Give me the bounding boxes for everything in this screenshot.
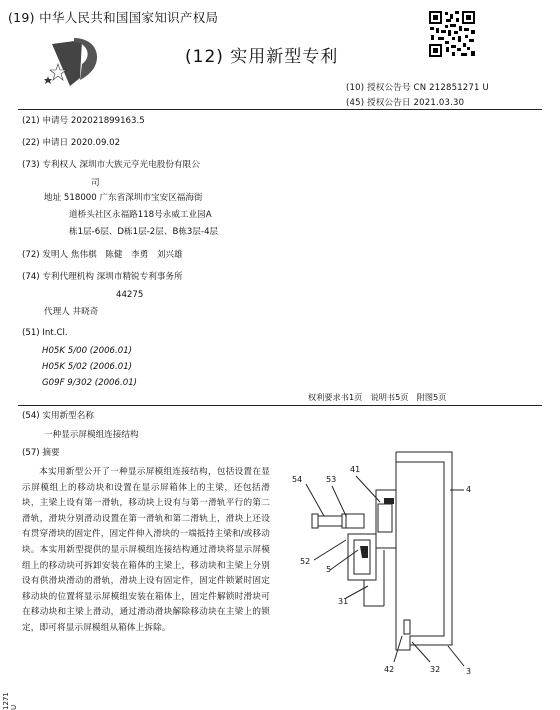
inventors: (72) 发明人 焦伟棋 陈健 李勇 刘兴雄 [22, 250, 183, 260]
label-42: 42 [384, 665, 395, 674]
page-counts: 权利要求书1页 说明书5页 附图5页 [308, 392, 447, 402]
label-53: 53 [326, 475, 337, 484]
address-line-2: 道桥头社区永福路118号永威工业园A [69, 210, 212, 220]
patentee-line-1: (73) 专利权人 深圳市大族元亨光电股份有限公 [22, 160, 200, 170]
publication-date: (45) 授权公告日 2021.03.30 [346, 98, 465, 108]
cnipa-logo-icon [44, 34, 104, 92]
title-label: (54) 实用新型名称 [22, 411, 94, 421]
side-publication-note: 1271 U [2, 692, 18, 710]
utility-model-title: 一种显示屏模组连接结构 [44, 430, 139, 440]
label-3: 3 [466, 667, 472, 676]
address-line-1: 地址 518000 广东省深圳市宝安区福海街 [44, 193, 203, 203]
patent-type-heading: (12) 实用新型专利 [185, 47, 339, 67]
header-divider [18, 109, 542, 110]
label-5: 5 [326, 565, 332, 574]
int-cl-heading: (51) Int.Cl. [22, 328, 68, 338]
classification-2: H05K 5/02 (2006.01) [42, 362, 133, 372]
office-heading: (19) 中华人民共和国国家知识产权局 [8, 10, 219, 25]
label-31: 31 [338, 597, 349, 606]
label-41: 41 [350, 465, 361, 474]
biblio-divider [18, 405, 542, 406]
address-line-3: 栋1层-6层、D栋1层-2层、B栋3层-4层 [69, 227, 219, 237]
classification-3: G09F 9/302 (2006.01) [42, 378, 138, 388]
box-frame [396, 452, 452, 645]
publication-number: (10) 授权公告号 CN 212851271 U [346, 83, 489, 93]
classification-1: H05K 5/00 (2006.01) [42, 346, 133, 356]
filing-date: (22) 申请日 2020.09.02 [22, 138, 121, 148]
qr-code-icon [428, 10, 476, 58]
agency-line-1: (74) 专利代理机构 深圳市精锐专利事务所 [22, 272, 183, 282]
label-54: 54 [292, 475, 303, 484]
label-52: 52 [300, 557, 311, 566]
agent: 代理人 井晓奇 [44, 307, 99, 317]
patent-drawing [284, 430, 484, 692]
abstract-label: (57) 摘要 [22, 448, 60, 458]
abstract-text: 本实用新型公开了一种显示屏模组连接结构，包括设置在显示屏模组上的移动块和设置在显示屏箱体上的主梁，还包括滑块，主梁上设有第一滑轨，移动块上设有与第一滑轨平行的第二滑轨，滑块分别滑动设置在第一滑轨和第二滑轨上，滑块上还设有贯穿滑块的固定件，固定件伸入滑块的一端抵持主梁和/或移动块。本实用新型提供的显示屏模组连接结构通过滑块将显示屏模组上的移动块可拆卸安装在箱体的主梁上，移动块和主梁上分别设有供滑块滑动的滑轨，滑块上设有固定件，固定件锁紧时固定移动块的位置将显示屏模组安装在箱体上，固定件解锁时滑块可在移动块和主梁上滑动，通过滑动滑块解除移动块在主梁上的锁定，即可将显示屏模组从箱体上拆除。 [22, 467, 270, 633]
application-number: (21) 申请号 202021899163.5 [22, 116, 145, 126]
agency-line-2: 44275 [116, 290, 144, 300]
patentee-line-2: 司 [91, 178, 100, 188]
label-4: 4 [466, 485, 472, 494]
label-32: 32 [430, 665, 441, 674]
